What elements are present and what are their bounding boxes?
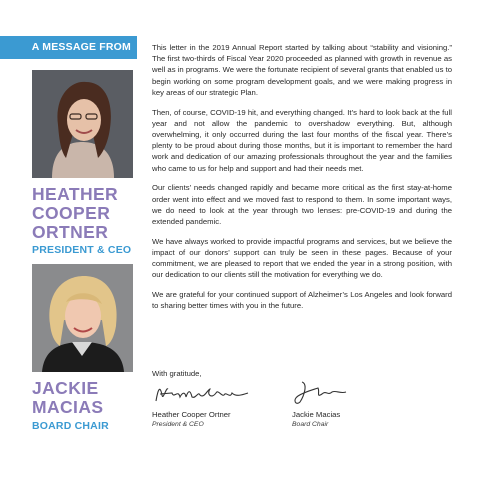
jackie-photo [32, 264, 133, 372]
signature-name: Heather Cooper Ortner [152, 410, 231, 419]
heather-photo [32, 70, 133, 178]
name-line: ORTNER [32, 222, 109, 242]
name-line: HEATHER [32, 184, 119, 204]
name-line: JACKIE [32, 378, 99, 398]
name-line: COOPER [32, 203, 111, 223]
letter-paragraph: This letter in the 2019 Annual Report started by talking about “stability and visioning.” The first two-thirds of Fiscal Year 2020 proceeded as planned with growth in revenue as well as in programs. We were the fortunate recipient of several grants that enabled us to begin working on some program development goals, and we were making progress in key areas of our strategic Plan. [152, 43, 452, 97]
heather-role: PRESIDENT & CEO [32, 244, 132, 256]
portrait-photo-icon [32, 264, 133, 372]
signature-jackie-icon [290, 378, 350, 413]
signature-name: Jackie Macias [292, 410, 341, 419]
letter-paragraph: Then, of course, COVID-19 hit, and everything changed. It’s hard to look back at the full year and not allow the pandemic to overshadow everything. But, although overwhelming, it only occurred during the last four months of the fiscal year. There’s plenty to be proud about during those months, but it is important to remember the hard work and dedication of our amazing professionals throughout the year and the families who came to us for help and support and had their needs met. [152, 107, 452, 173]
letter-paragraph: We have always worked to provide impactful programs and services, but we believe the impact of our donors’ support can truly be seen in these pages. Because of your commitment, we are pleased to report that we ended the year in a strong position, with our dedication to our clients still the motivation for everything we do. [152, 236, 452, 280]
signature-heather-icon [152, 381, 262, 412]
message-from-banner: A MESSAGE FROM [0, 36, 137, 59]
heather-name [32, 185, 118, 242]
portrait-photo-icon [32, 70, 133, 178]
letter-paragraph: We are grateful for your continued support of Alzheimer’s Los Angeles and look forward to sharing better times with you in the future. [152, 290, 452, 311]
letter-paragraph: Our clients’ needs changed rapidly and became more critical as the first stay-at-home order went into effect and we moved fast to respond to them. In some important ways, we do need to look at the year through two lenses: pre-COVID-19 and during the extended pandemic. [152, 183, 452, 227]
jackie-role: BOARD CHAIR [32, 420, 109, 432]
closing-line: With gratitude, [152, 369, 202, 378]
jackie-name [32, 379, 103, 417]
signature-role: Board Chair [292, 421, 329, 428]
signature-role: President & CEO [152, 421, 204, 428]
letter-body [152, 42, 452, 320]
name-line: MACIAS [32, 397, 104, 417]
